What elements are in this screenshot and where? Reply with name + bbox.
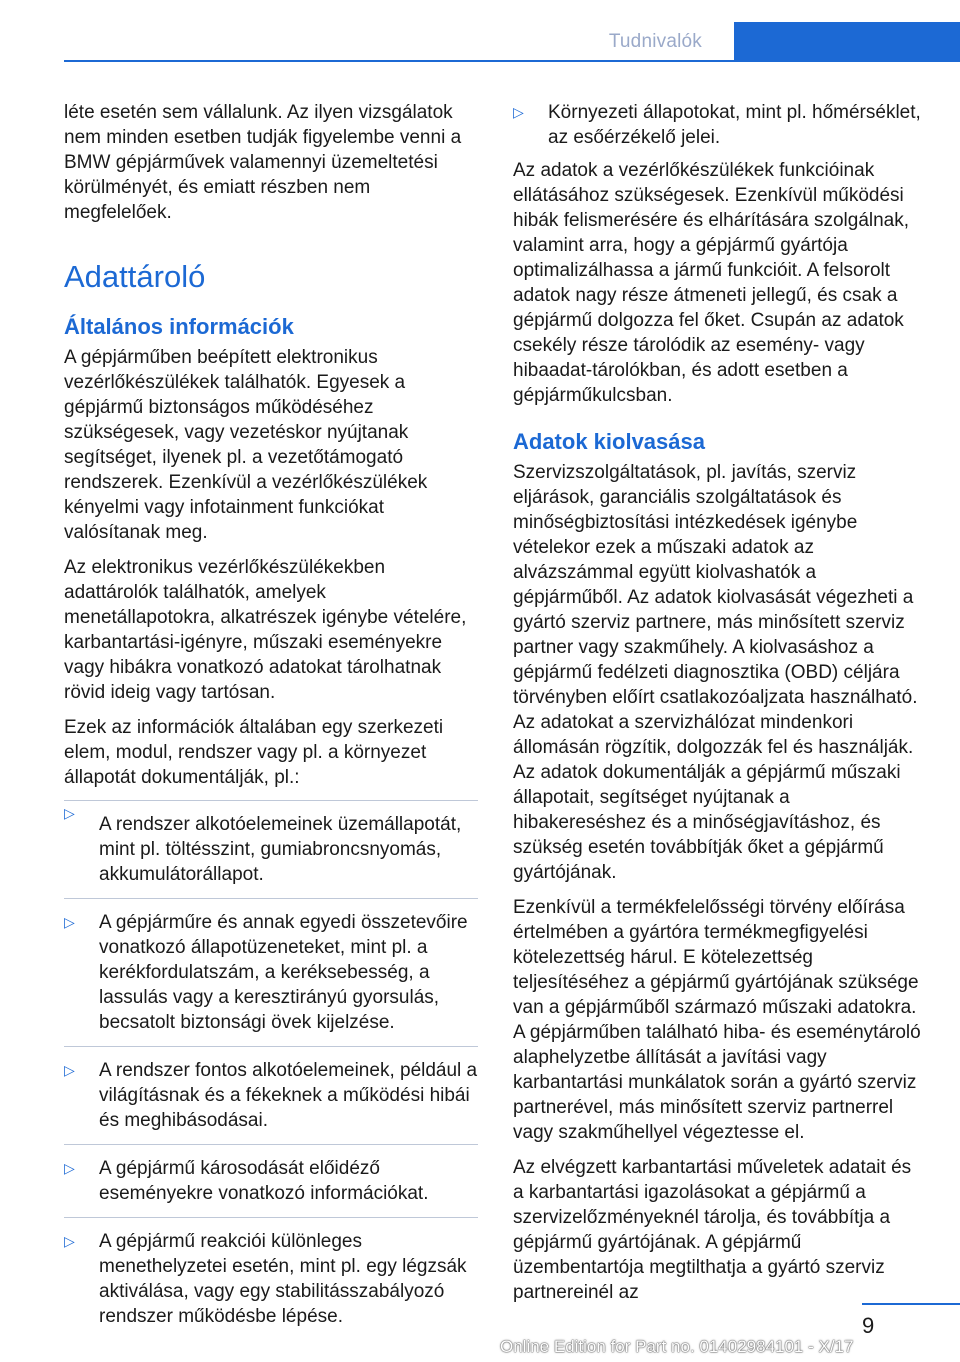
section-heading-general: Általános információk <box>64 314 294 339</box>
list-item-text: A rendszer fontos alkotóelemeinek, például a világításnak és a fékeknek a működési hibái és meghibásodásai. <box>99 1060 478 1131</box>
header-accent-block <box>734 22 960 62</box>
chapter-heading: Adattároló <box>64 259 206 294</box>
page-number: 9 <box>862 1313 875 1338</box>
page-header <box>0 0 960 62</box>
triangle-bullet-icon: ▷ <box>64 1062 75 1078</box>
intro-paragraph: léte esetén sem vállalunk. Az ilyen vizsgálatok nem minden esetben tudják figyelembe venni a BMW gépjárművek valamennyi üzemeltetési körülményét, és emiatt részben nem megfelelőek. <box>64 102 462 223</box>
triangle-bullet-icon: ▷ <box>64 914 75 930</box>
list-item <box>64 1058 478 1145</box>
list-item <box>64 1229 478 1329</box>
paragraph: Az adatok a vezérlőkészülékek funkcióinak ellátásához szükségesek. Ezenkívül működési hibák felismerésére és elhárítására szolgálnak, valamint arra, hogy a gépjármű gyártója optimalizálhassa a jármű funkcióit. A felsorolt adatok nagy része átmeneti jellegű, és csak a gépjármű dolgozza fel őket. Csupán az adatok csekély része tárolódik az esemény- vagy hibaadat-tárolókban, és adott esetben a gépjárműkulcsban. <box>513 160 910 406</box>
paragraph: Szervizszolgáltatások, pl. javítás, szerviz eljárások, garanciális szolgáltatások és minőségbiztosítási intézkedések igénybe vételekor ezek a műszaki adatok az alvázszámmal együtt kiolvashatók a gépjárműből. Az adatok kiolvasását végezheti a gyártó szerviz partnere, más minősített szerviz partner vagy szakműhely. A kiolvasáshoz a gépjármű fedélzeti diagnosztika (OBD) céljára törvényben előírt csatlakozóaljzata használható. Az adatokat a szervizhálózat mindenkori állomásán rögzítik, dolgozzák fel és használják. Az adatok dokumentálják a gépjármű műszaki állapotait, segítséget nyújtanak a hibakereséshez és a minőségjavításhoz, és szükség esetén továbbítják őket a gépjármű gyártójának. <box>513 462 918 883</box>
section-title: Tudnivalók <box>608 31 702 52</box>
footer-rule <box>862 1303 960 1305</box>
list-item-text: A rendszer alkotóelemeinek üzemállapotát, mint pl. töltésszint, gumiabroncsnyomás, akkumulátorállapot. <box>99 814 462 885</box>
list-item-text: A gépjármű károsodását előidéző eseményekre vonatkozó információkat. <box>99 1158 429 1204</box>
list-item-text: A gépjármű reakciói különleges menethelyzetei esetén, mint pl. egy légzsák aktiválása, vagy egy stabilitásszabályozó rendszer működésbe lépése. <box>99 1231 467 1327</box>
list-item <box>64 800 478 899</box>
paragraph: Az elvégzett karbantartási műveletek adatait és a karbantartási igazolásokat a gépjármű a szervizelőzményeknél tárolja, és továbbítja a gépjármű gyártójának. A gépjármű üzembentartója megtilthatja a gyártó szerviz partnereinél az <box>513 1157 912 1303</box>
header-rule <box>64 60 960 62</box>
list-item <box>513 100 925 150</box>
list-item <box>64 1156 478 1218</box>
paragraph: Ezenkívül a termékfelelősségi törvény előírása értelmében a gyártóra termékmegfigyelési kötelezettség hárul. E kötelezettség teljesítéséhez a gépjármű gyártójának szüksége van a gépjárműből származó műszaki adatokra. A gépjárműben található hiba- és eseménytároló alaphelyzetbe állítását a javítási vagy karbantartási munkálatok során a gyártó szerviz partnerével, más minősített szerviz partnerrel vagy szakműhellyel végeztesse el. <box>513 897 921 1143</box>
right-column <box>513 100 925 1315</box>
edition-watermark: Online Edition for Part no. 01402984101 - X/17 <box>500 1337 854 1356</box>
data-examples-list <box>64 800 478 1329</box>
section-heading-reading: Adatok kiolvasása <box>513 429 705 454</box>
list-item <box>64 910 478 1047</box>
list-item-text: Környezeti állapotokat, mint pl. hőmérséklet, az esőérzékelő jelei. <box>548 102 921 148</box>
environment-list <box>513 100 925 150</box>
triangle-bullet-icon: ▷ <box>64 1160 75 1176</box>
triangle-bullet-icon: ▷ <box>64 1233 75 1249</box>
paragraph: A gépjárműben beépített elektronikus vezérlőkészülékek találhatók. Egyesek a gépjármű biztonságos működéséhez szükségesek, vagy vezetéskor nyújtanak segítséget, ilyenek pl. a vezetőtámogató rendszerek. Ezenkívül a vezérlőkészülékek kényelmi vagy infotainment funkciókat valósítanak meg. <box>64 347 428 543</box>
triangle-bullet-icon: ▷ <box>64 805 75 821</box>
triangle-bullet-icon: ▷ <box>513 104 524 120</box>
paragraph: Ezek az információk általában egy szerkezeti elem, modul, rendszer vagy pl. a környezet állapotát dokumentálják, pl.: <box>64 717 444 788</box>
paragraph: Az elektronikus vezérlőkészülékekben adattárolók találhatók, amelyek menetállapotokra, alkatrészek igénybe vételére, karbantartási-igényre, műszaki eseményekre vagy hibákra vonatkozó adatokat tárolhatnak rövid ideig vagy tartósan. <box>64 557 467 703</box>
list-item-text: A gépjárműre és annak egyedi összetevőire vonatkozó állapotüzeneteket, mint pl. a kerékfordulatszám, a keréksebesség, a lassulás vagy a keresztirányú gyorsulás, becsatolt biztonsági övek kijelzése. <box>99 912 468 1033</box>
left-column <box>64 100 478 1340</box>
